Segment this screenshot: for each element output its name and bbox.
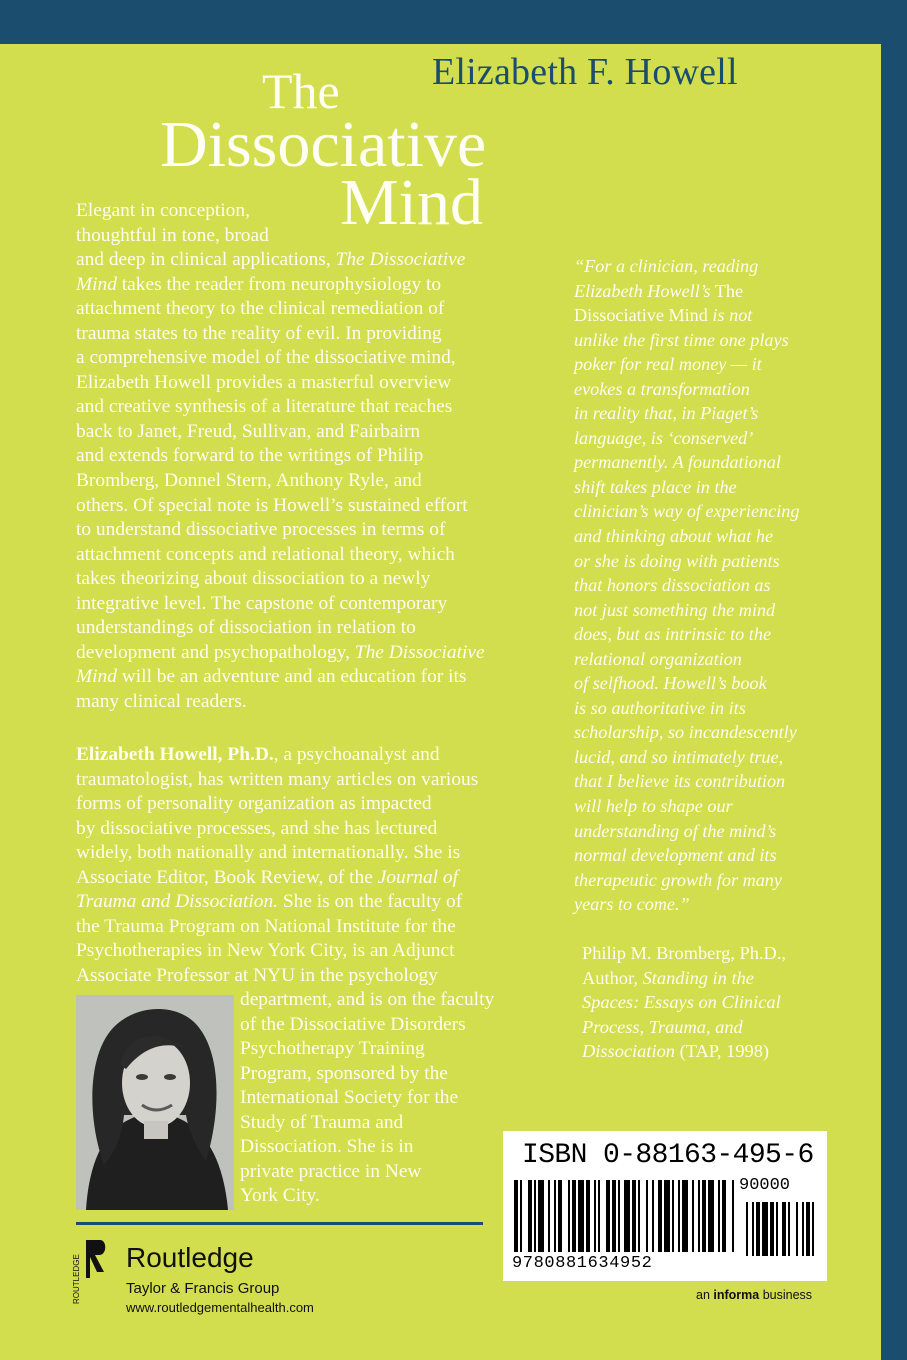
quote-line: in reality that, in Piaget’s [574,403,759,424]
quote-line: Dissociative Mind is not [574,305,753,326]
quote-line: “For a clinician, reading [574,256,759,276]
bio-line: the Trauma Program on National Institute for the [76,915,456,937]
barcode-bar [594,1180,596,1252]
quote-line: that honors dissociation as [574,575,771,596]
barcode-bar [708,1180,714,1252]
quote-line: understanding of the mind’s [574,820,777,841]
barcode-bar [624,1180,630,1252]
price-code: 90000 [739,1176,791,1195]
right-blue-band [881,0,907,1360]
quote-line: will help to shape our [574,796,733,817]
barcode-bar [618,1180,620,1252]
desc-title-italic: Mind [76,273,117,295]
desc-line: Bromberg, Donnel Stern, Anthony Ryle, and [76,470,422,492]
quote-line: permanently. A foundational [574,452,781,473]
bio-line: Associate Professor at NYU in the psychology [76,964,438,986]
barcode-bar [632,1180,636,1252]
price-barcode-bar [770,1202,774,1256]
price-barcode-bar [756,1202,760,1256]
bio-line: of the Dissociative Disorders [240,1013,466,1035]
price-barcode-bar [776,1202,778,1256]
top-blue-band [0,0,907,44]
barcode-bar [606,1180,610,1252]
publisher-url: www.routledgementalhealth.com [126,1300,314,1315]
attribution-line: Philip M. Bromberg, Ph.D., [582,943,787,963]
price-barcode-bar [746,1202,748,1256]
quote-line: poker for real money — it [574,354,762,375]
barcode-bar [722,1180,726,1252]
ean-digits: 9780881634952 [512,1254,653,1273]
quote-line: therapeutic growth for many [574,869,782,890]
bio-line: widely, both nationally and internationally. She is [76,842,461,864]
bio-line: Program, sponsored by the [240,1062,448,1084]
bio-line: Psychotherapies in New York City, is an Adjunct [76,940,455,962]
bio-line: private practice in New [240,1160,422,1182]
bio-line: Elizabeth Howell, Ph.D., a psychoanalyst and [76,744,440,765]
barcode-bar [664,1180,670,1252]
desc-line: integrative level. The capstone of contemporary [76,592,448,614]
quote-line: evokes a transformation [574,378,750,399]
bio-line: by dissociative processes, and she has lectured [76,817,438,839]
quote-attribution [582,941,786,1064]
price-barcode-bar [782,1202,786,1256]
desc-title-italic: The Dissociative [335,249,466,271]
bio-line: York City. [240,1185,320,1207]
quote-line: of selfhood. Howell’s book [574,673,767,694]
desc-line: attachment theory to the clinical remediation of [76,298,445,320]
quote-line: lucid, and so intimately true, [574,746,784,767]
bio-author-bold: Elizabeth Howell, Ph.D. [76,744,274,765]
barcode-bar [534,1180,536,1252]
desc-line: and deep in clinical applications, The Dissociative [76,249,466,271]
bio-line: Study of Trauma and [240,1111,404,1133]
title-line-1: The [262,63,340,119]
barcode-bar [548,1180,550,1252]
price-barcode-bar [752,1202,754,1256]
title-line-2: Dissociative [160,108,487,181]
barcode-bar [554,1180,556,1252]
quote-line: or she is doing with patients [574,550,780,571]
desc-line: thoughtful in tone, broad [76,224,269,246]
desc-title-italic: Mind [76,666,117,688]
barcode-bar [514,1180,518,1252]
quote-line: language, is ‘conserved’ [574,427,754,448]
endorsement-quote [574,254,799,917]
quote-line: that I believe its contribution [574,771,786,792]
barcode-bar [538,1180,544,1252]
desc-line: Mind will be an adventure and an education for its [76,666,467,688]
bio-line: Dissociation. She is in [240,1136,414,1158]
author-bio-continued [240,988,494,1209]
bio-line: department, and is on the faculty [240,989,495,1010]
barcode-bar [598,1180,600,1252]
isbn-text: ISBN 0-88163-495-6 [522,1140,814,1171]
quote-line: scholarship, so incandescently [574,722,797,743]
author-bio [76,743,478,988]
quote-line: years to come.” [574,894,690,915]
quote-line: does, but as intrinsic to the [574,624,772,645]
barcode-bar [578,1180,584,1252]
quote-line: and thinking about what he [574,526,774,547]
bio-line: International Society for the [240,1087,459,1109]
author-name: Elizabeth F. Howell [432,51,738,93]
bio-line: forms of personality organization as impacted [76,793,432,815]
barcode-bar [612,1180,616,1252]
book-description [76,199,485,714]
desc-line: development and psychopathology, The Dissociative [76,641,485,663]
barcode-bar [646,1180,648,1252]
barcode-bar [698,1180,700,1252]
barcode-bar [702,1180,706,1252]
publisher-group: Taylor & Francis Group [126,1280,280,1297]
bio-line: Associate Editor, Book Review, of the Journal of [76,866,458,888]
price-barcode-bar [812,1202,814,1256]
quote-line: unlike the first time one plays [574,329,789,350]
desc-line: Mind takes the reader from neurophysiology to [76,273,442,295]
price-barcode-bar [762,1202,768,1256]
barcode-bar [528,1180,532,1252]
journal-italic: Trauma and Dissociation. [76,891,279,913]
author-portrait-image [76,995,234,1210]
barcode-bar [718,1180,720,1252]
routledge-r-logo [70,1238,108,1306]
informa-tagline: an informa business [696,1288,813,1302]
quote-line: normal development and its [574,845,777,866]
desc-line: back to Janet, Freud, Sullivan, and Fairbairn [76,420,421,442]
desc-line: attachment concepts and relational theory, which [76,543,455,565]
desc-line: Elegant in conception, [76,200,250,221]
attribution-line: Dissociation (TAP, 1998) [582,1041,770,1062]
quote-line: Elizabeth Howell’s The [574,280,744,301]
bio-line: traumatologist, has written many articles on various [76,768,479,790]
barcode-bar [678,1180,680,1252]
barcode-bar [638,1180,640,1252]
logo-vertical-text: ROUTLEDGE [72,1254,81,1304]
quote-line: relational organization [574,648,742,669]
quote-line: shift takes place in the [574,476,737,497]
desc-line: and extends forward to the writings of Philip [76,445,424,467]
informa-brand: informa [713,1288,760,1302]
bio-line: Psychotherapy Training [240,1038,425,1060]
barcode-bar [586,1180,590,1252]
title-line-3: Mind [340,166,484,239]
barcode-bar [652,1180,654,1252]
author-photo [76,995,234,1210]
barcode-bar [520,1180,522,1252]
barcode-bar [558,1180,562,1252]
price-barcode-bar [796,1202,798,1256]
desc-line: takes theorizing about dissociation to a newly [76,568,431,590]
attribution-line: Spaces: Essays on Clinical [582,992,781,1013]
quote-line: is so authoritative in its [574,697,746,718]
desc-title-italic: The Dissociative [354,641,485,663]
bio-line: Trauma and Dissociation. She is on the faculty of [76,891,463,913]
desc-line: Elizabeth Howell provides a masterful overview [76,371,452,393]
journal-italic: Journal of [377,866,458,888]
desc-line: trauma states to the reality of evil. In providing [76,322,442,344]
quote-line: not just something the mind [574,599,776,620]
publisher-name: Routledge [126,1242,254,1273]
barcode-bar [572,1180,576,1252]
routledge-logo-icon [70,1238,108,1306]
attribution-line: Process, Trauma, and [582,1016,743,1037]
desc-line: a comprehensive model of the dissociative mind, [76,347,456,369]
desc-line: and creative synthesis of a literature that reaches [76,396,453,418]
desc-line: to understand dissociative processes in terms of [76,519,446,541]
attribution-line: Author, Standing in the [582,967,754,988]
price-barcode-bar [802,1202,804,1256]
desc-line: others. Of special note is Howell’s sustained effort [76,494,468,516]
barcode-bar [568,1180,570,1252]
barcode-bar [672,1180,674,1252]
quote-line: clinician’s way of experiencing [574,501,800,522]
barcode-bar [732,1180,734,1252]
price-barcode-bar [806,1202,810,1256]
price-barcode-bar [788,1202,790,1256]
barcode-bar [658,1180,662,1252]
barcode-bar [692,1180,694,1252]
barcode-bar [682,1180,688,1252]
divider-line [76,1222,483,1225]
desc-line: understandings of dissociation in relation to [76,617,416,639]
desc-line: many clinical readers. [76,690,247,712]
